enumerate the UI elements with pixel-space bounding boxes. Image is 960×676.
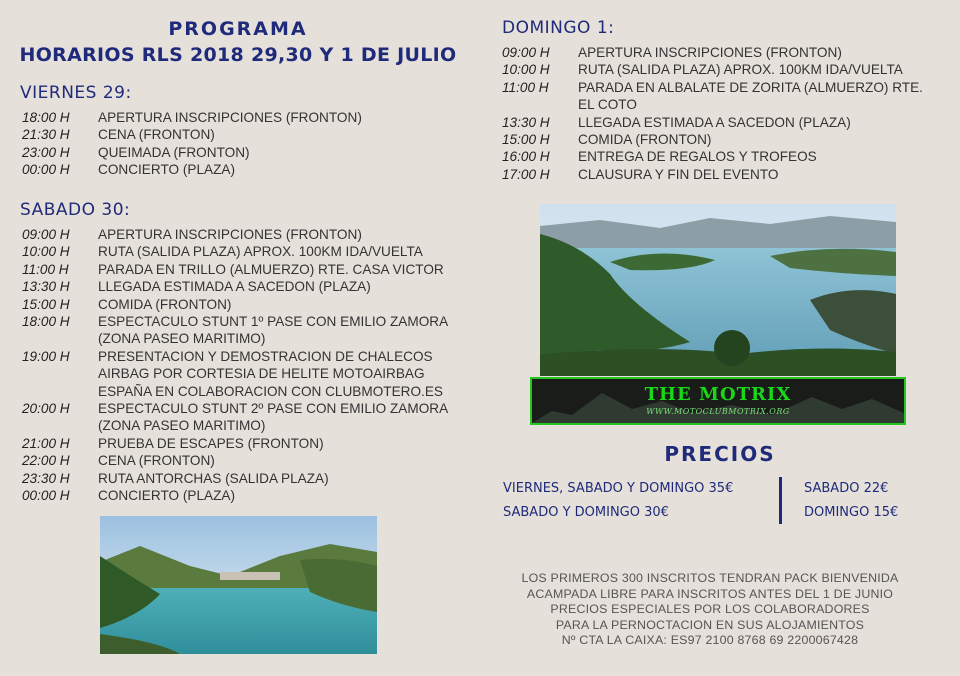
price-divider xyxy=(779,477,782,524)
schedule-description: APERTURA INSCRIPCIONES (FRONTON) xyxy=(98,227,362,242)
note-line: PARA LA PERNOCTACION EN SUS ALOJAMIENTOS xyxy=(555,617,865,632)
schedule-description: RUTA (SALIDA PLAZA) APROX. 100KM IDA/VUELTA xyxy=(98,244,423,260)
note-line: Nº CTA LA CAIXA: ES97 2100 8768 69 2200067428 xyxy=(561,633,859,647)
schedule-description: LLEGADA ESTIMADA A SACEDON (PLAZA) xyxy=(578,114,851,130)
schedule-time: 23:00 H xyxy=(22,144,70,160)
schedule-item xyxy=(22,161,472,178)
schedule-item xyxy=(502,148,942,165)
schedule-item xyxy=(22,400,462,435)
schedule-description: APERTURA INSCRIPCIONES (FRONTON) xyxy=(98,110,362,125)
schedule-description: PARADA EN TRILLO (ALMUERZO) RTE. CASA VICTOR xyxy=(98,261,444,277)
schedule-time: 16:00 H xyxy=(502,149,550,165)
schedule-description: COMIDA (FRONTON) xyxy=(98,296,232,312)
schedule-time: 11:00 H xyxy=(22,261,69,277)
schedule-description: CONCIERTO (PLAZA) xyxy=(98,488,235,504)
schedule-time: 18:00 H xyxy=(22,314,70,330)
schedule-time: 00:00 H xyxy=(22,488,70,504)
note-line: LOS PRIMEROS 300 INSCRITOS TENDRAN PACK BIENVENIDA xyxy=(521,571,899,585)
logo-url: WWW.MOTOCLUBMOTRIX.ORG xyxy=(646,407,790,416)
sunday-heading: DOMINGO 1: xyxy=(502,18,615,38)
schedule-item xyxy=(502,114,942,131)
note-line: ACAMPADA LIBRE PARA INSCRITOS ANTES DEL 1 DE JUNIO xyxy=(526,586,894,601)
friday-schedule xyxy=(22,109,472,179)
schedule-item xyxy=(22,348,462,400)
sunday-schedule xyxy=(502,44,942,183)
schedule-item xyxy=(502,61,942,78)
schedule-time: 09:00 H xyxy=(502,45,550,60)
schedule-description: RUTA ANTORCHAS (SALIDA PLAZA) xyxy=(98,470,329,486)
schedule-time: 15:00 H xyxy=(22,296,70,312)
schedule-description: CLAUSURA Y FIN DEL EVENTO xyxy=(578,166,779,182)
schedule-item xyxy=(22,226,462,243)
friday-heading: VIERNES 29: xyxy=(20,83,132,103)
schedule-time: 20:00 H xyxy=(22,401,70,417)
schedule-description: ESPECTACULO STUNT 2º PASE CON EMILIO ZAMORA (ZONA PASEO MARITIMO) xyxy=(98,401,448,434)
schedule-time: 19:00 H xyxy=(22,348,70,364)
schedule-description: RUTA (SALIDA PLAZA) APROX. 100KM IDA/VUELTA xyxy=(578,62,903,78)
schedule-time: 21:30 H xyxy=(22,127,70,143)
schedule-item xyxy=(22,452,462,469)
motrix-logo xyxy=(530,377,906,425)
schedule-time: 00:00 H xyxy=(22,162,70,178)
price-sat-sun: SABADO Y DOMINGO 30€ xyxy=(503,505,669,520)
schedule-item xyxy=(22,278,462,295)
schedule-item xyxy=(502,44,942,61)
info-notes xyxy=(500,571,920,649)
schedule-description: PRUEBA DE ESCAPES (FRONTON) xyxy=(98,435,324,451)
schedule-item xyxy=(22,126,472,143)
schedule-description: APERTURA INSCRIPCIONES (FRONTON) xyxy=(578,45,842,60)
note-line: PRECIOS ESPECIALES POR LOS COLABORADORES xyxy=(550,602,870,616)
schedule-item xyxy=(22,243,462,260)
schedule-time: 11:00 H xyxy=(502,79,549,95)
schedule-description: PARADA EN ALBALATE DE ZORITA (ALMUERZO) RTE. EL COTO xyxy=(578,79,923,113)
schedule-time: 09:00 H xyxy=(22,227,70,242)
schedule-item xyxy=(502,166,942,183)
schedule-item xyxy=(22,109,472,126)
schedule-item xyxy=(22,296,462,313)
schedule-item xyxy=(22,470,462,487)
saturday-heading: SABADO 30: xyxy=(20,200,131,220)
schedule-item xyxy=(502,79,942,114)
schedule-time: 21:00 H xyxy=(22,435,70,451)
price-sun: DOMINGO 15€ xyxy=(804,505,899,520)
schedule-time: 10:00 H xyxy=(22,244,70,260)
schedule-item xyxy=(502,131,942,148)
schedule-time: 23:30 H xyxy=(22,470,70,486)
schedule-description: COMIDA (FRONTON) xyxy=(578,132,712,148)
schedule-description: PRESENTACION Y DEMOSTRACION DE CHALECOS AIRBAG POR CORTESIA DE HELITE MOTOAIRBAG ESPAÑA EN COLABORACION CON CLUBMOTERO.ES xyxy=(98,348,443,399)
schedule-item xyxy=(22,261,462,278)
schedule-item xyxy=(22,487,462,504)
schedule-item xyxy=(22,435,462,452)
program-title: PROGRAMA xyxy=(168,18,308,40)
schedule-time: 13:30 H xyxy=(502,114,550,130)
schedule-time: 15:00 H xyxy=(502,132,550,148)
schedule-description: LLEGADA ESTIMADA A SACEDON (PLAZA) xyxy=(98,279,371,295)
schedule-time: 17:00 H xyxy=(502,166,550,182)
schedule-item xyxy=(22,313,462,348)
schedule-description: CENA (FRONTON) xyxy=(98,453,215,469)
schedule-time: 18:00 H xyxy=(22,110,70,125)
prices-title: PRECIOS xyxy=(664,442,776,466)
schedule-time: 13:30 H xyxy=(22,279,70,295)
schedule-description: QUEIMADA (FRONTON) xyxy=(98,144,250,160)
program-subtitle: HORARIOS RLS 2018 29,30 Y 1 DE JULIO xyxy=(19,44,457,66)
saturday-schedule xyxy=(22,226,462,505)
lake-photo-bottom xyxy=(100,516,377,654)
schedule-item xyxy=(22,144,472,161)
lake-photo-top xyxy=(540,204,896,376)
schedule-description: CENA (FRONTON) xyxy=(98,127,215,143)
schedule-description: CONCIERTO (PLAZA) xyxy=(98,162,235,178)
schedule-time: 22:00 H xyxy=(22,453,70,469)
price-sat: SABADO 22€ xyxy=(804,481,889,496)
schedule-description: ESPECTACULO STUNT 1º PASE CON EMILIO ZAMORA (ZONA PASEO MARITIMO) xyxy=(98,314,448,347)
logo-title: THE MOTRIX xyxy=(644,384,792,405)
schedule-description: ENTREGA DE REGALOS Y TROFEOS xyxy=(578,149,817,165)
price-fri-sat-sun: VIERNES, SABADO Y DOMINGO 35€ xyxy=(503,481,734,496)
schedule-time: 10:00 H xyxy=(502,62,550,78)
